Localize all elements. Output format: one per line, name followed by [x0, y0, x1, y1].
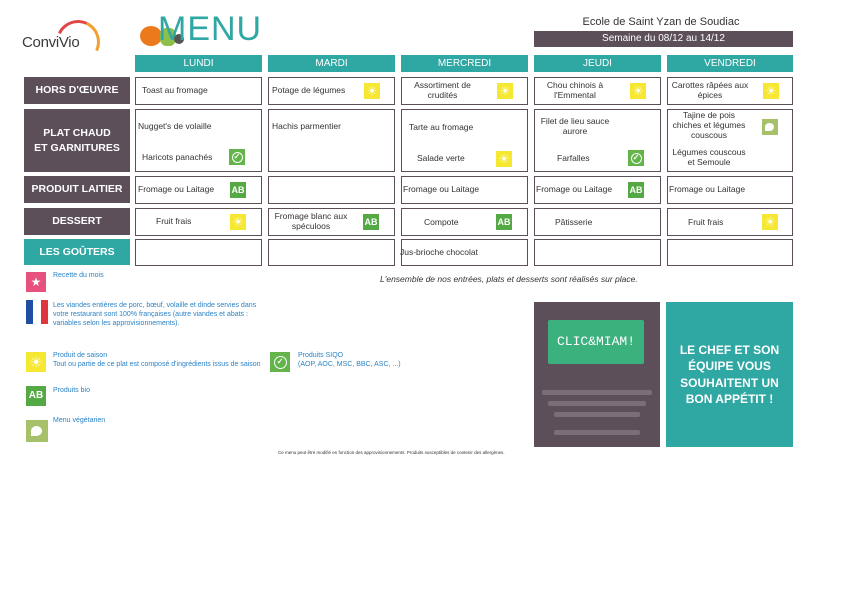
legend-vegetarien: Menu végétarien [53, 417, 106, 424]
sun-icon: ☀ [230, 214, 246, 230]
cell-laitier-mercredi [401, 176, 528, 204]
cell-laitier-vendredi [667, 176, 793, 204]
dish-text: Potage de légumes [272, 85, 346, 95]
cell-gouter-vendredi [667, 239, 793, 266]
clic-miam-panel[interactable] [534, 302, 660, 447]
legend-viandes: Les viandes entières de porc, bœuf, volaille et dinde servies dans votre restaurant sont 100% françaises (autre viandes et abats : variables selon les approvisionnements). [53, 302, 257, 327]
sun-icon: ☀ [630, 83, 646, 99]
legend-bio: Produits bio [53, 387, 90, 394]
sun-icon: ☀ [497, 83, 513, 99]
cell-dessert-mardi [268, 208, 395, 236]
dish-text: Hachis parmentier [272, 121, 341, 131]
sun-icon: ☀ [762, 214, 778, 230]
cell-plat-vendredi [667, 109, 793, 172]
day-header-lundi: LUNDI [135, 55, 262, 72]
bon-appetit-banner: LE CHEF ET SON ÉQUIPE VOUS SOUHAITENT UN BON APPÉTIT ! [666, 302, 793, 447]
cell-dessert-jeudi [534, 208, 661, 236]
dish-text: Filet de lieu sauce aurore [540, 116, 610, 136]
cell-plat-mardi [268, 109, 395, 172]
dish-text: Tarte au fromage [409, 122, 474, 132]
dish-text: Tajine de pois chiches et légumes couscous [672, 110, 746, 140]
bio-ab-icon: AB [363, 214, 379, 230]
cell-plat-jeudi [534, 109, 661, 172]
day-header-mercredi: MERCREDI [401, 55, 528, 72]
star-icon: ★ [26, 272, 46, 292]
side-text: Farfalles [557, 153, 590, 163]
cell-hors-oeuvre-mardi [268, 77, 395, 105]
cell-gouter-mardi [268, 239, 395, 266]
cell-gouter-jeudi [534, 239, 661, 266]
legend-siqo: Produits SIQO (AOP, AOC, MSC, BBC, ASC, ...) [298, 352, 401, 368]
dish-text: Fromage ou Laitage [669, 184, 746, 194]
row-label-dessert: DESSERT [24, 208, 130, 235]
sun-icon: ☀ [26, 352, 46, 372]
dish-text: Pâtisserie [555, 217, 593, 227]
school-name: Ecole de Saint Yzan de Soudiac [582, 16, 740, 28]
sun-icon: ☀ [364, 83, 380, 99]
dish-text: Fruit frais [688, 217, 724, 227]
dish-text: Fromage ou Laitage [138, 184, 215, 194]
logo-text: ConviVio [22, 34, 80, 51]
bio-ab-icon: AB [230, 182, 246, 198]
sun-icon: ☀ [763, 83, 779, 99]
cell-hors-oeuvre-lundi [135, 77, 262, 105]
dish-text: Nugget's de volaille [138, 121, 212, 131]
week-banner: Semaine du 08/12 au 14/12 [534, 31, 793, 47]
bio-ab-icon: AB [26, 386, 46, 406]
day-header-jeudi: JEUDI [534, 55, 661, 72]
convivio-logo [22, 20, 112, 68]
row-label-plat-chaud: PLAT CHAUD ET GARNITURES [24, 109, 130, 172]
row-label-hors-oeuvre: HORS D'ŒUVRE [24, 77, 130, 104]
cell-laitier-jeudi [534, 176, 661, 204]
side-text: Légumes couscous et Semoule [672, 147, 746, 167]
day-header-mardi: MARDI [268, 55, 395, 72]
dish-text: Fromage blanc aux spéculoos [274, 211, 348, 231]
clic-miam-logo: CLIC&MIAM! [548, 320, 644, 364]
cell-plat-mercredi [401, 109, 528, 172]
dish-text: Toast au fromage [142, 85, 208, 95]
cell-gouter-mercredi [401, 239, 528, 266]
row-label-produit-laitier: PRODUIT LAITIER [24, 176, 130, 203]
bio-ab-icon: AB [628, 182, 644, 198]
side-text: Salade verte [417, 153, 465, 163]
dish-text: Chou chinois à l'Emmental [546, 80, 604, 100]
menu-title: MENU [158, 10, 263, 48]
cell-hors-oeuvre-jeudi [534, 77, 661, 105]
cell-laitier-lundi [135, 176, 262, 204]
bio-ab-icon: AB [496, 214, 512, 230]
siqo-check-icon: ✓ [229, 149, 245, 165]
cell-plat-lundi [135, 109, 262, 172]
siqo-check-icon: ✓ [628, 150, 644, 166]
cell-laitier-mardi [268, 176, 395, 204]
dish-text: Fromage ou Laitage [536, 184, 613, 194]
cell-dessert-vendredi [667, 208, 793, 236]
cell-dessert-mercredi [401, 208, 528, 236]
dish-text: Assortiment de crudités [414, 80, 471, 100]
sun-icon: ☀ [496, 151, 512, 167]
vegetarian-leaf-icon [762, 119, 778, 135]
dish-text: Fromage ou Laitage [403, 184, 480, 194]
vegetarian-leaf-icon [26, 420, 48, 442]
dish-text: Fruit frais [156, 216, 192, 226]
legend-saison: Produit de saison Tout ou partie de ce plat est composé d'ingrédients issus de saison [53, 352, 261, 368]
cell-gouter-lundi [135, 239, 262, 266]
dish-text: Jus-brioche chocolat [400, 247, 478, 257]
dish-text: Carottes râpées aux épices [671, 80, 749, 100]
day-header-vendredi: VENDREDI [667, 55, 793, 72]
cell-dessert-lundi [135, 208, 262, 236]
legend-recette: Recette du mois [53, 272, 104, 279]
dish-text: Compote [424, 217, 459, 227]
cell-hors-oeuvre-vendredi [667, 77, 793, 105]
footer-note: Ce menu peut être modifié en fonction des approvisionnements. Produits susceptibles de contenir des allergènes. [278, 450, 505, 455]
row-label-gouters: LES GOÛTERS [24, 239, 130, 265]
sur-place-note: L'ensemble de nos entrées, plats et desserts sont réalisés sur place. [380, 274, 638, 284]
siqo-check-icon: ✓ [270, 352, 290, 372]
french-flag-icon [26, 300, 48, 324]
cell-hors-oeuvre-mercredi [401, 77, 528, 105]
side-text: Haricots panachés [142, 152, 213, 162]
